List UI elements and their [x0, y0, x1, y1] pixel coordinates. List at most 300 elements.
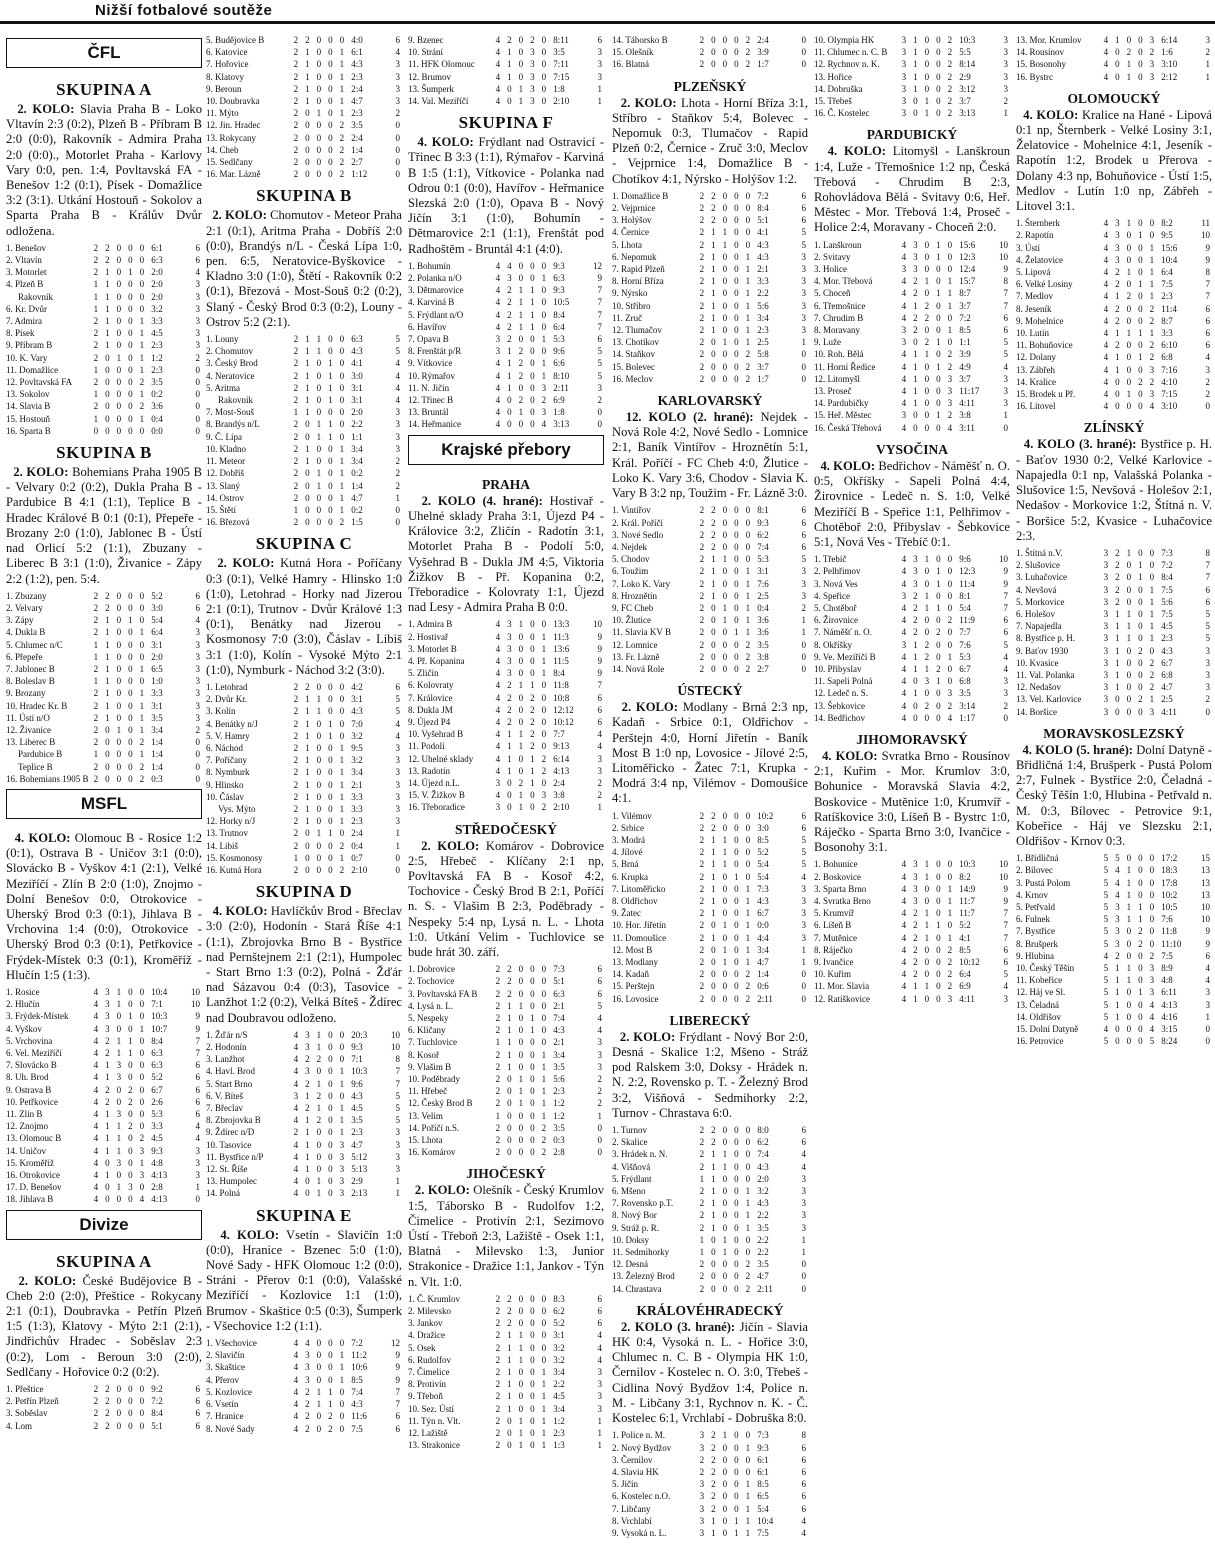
- table-row: [612, 226, 808, 238]
- stat-cell: 2: [293, 791, 299, 802]
- stat-cell: 2: [699, 651, 705, 662]
- stat-cell: 0: [105, 413, 110, 424]
- stat-cell: 0: [1126, 645, 1132, 656]
- table-row: [6, 278, 202, 290]
- points: 9: [395, 1374, 400, 1385]
- stat-cell: 0: [328, 443, 333, 454]
- stat-cell: 2: [924, 700, 930, 711]
- team-name: 7. Chrudim B: [814, 312, 864, 323]
- stat-cell: 1: [93, 749, 99, 760]
- stat-cell: 2: [305, 1399, 310, 1410]
- stat-cell: 3: [1149, 389, 1155, 400]
- stat-cell: 0: [722, 1259, 728, 1270]
- stat-cell: 1: [518, 1330, 524, 1341]
- score: 3:2: [553, 1354, 565, 1365]
- table-row: [408, 667, 604, 679]
- team-name: 8. Okříšky: [814, 639, 852, 650]
- score: 10:4: [757, 1515, 774, 1526]
- table-row: [408, 618, 604, 630]
- stat-cell: 4: [901, 712, 907, 723]
- score: 4:11: [1161, 706, 1177, 717]
- table-row: [1016, 889, 1212, 901]
- stat-cell: 1: [1115, 669, 1120, 680]
- stat-cell: 1: [105, 291, 110, 302]
- score: 1:4: [151, 737, 163, 748]
- team-name: 2. Tochovice: [408, 976, 455, 987]
- stat-cell: 1: [328, 730, 333, 741]
- points: 1: [1003, 410, 1008, 421]
- score: 5:4: [757, 1503, 769, 1514]
- stat-cell: 4: [495, 83, 501, 94]
- team-name: 7. Litoměřicko: [612, 883, 666, 894]
- team-name: 7. Libčany: [612, 1503, 651, 1514]
- stat-cell: 1: [105, 676, 110, 687]
- team-name: 5. V. Hamry: [206, 730, 250, 741]
- standings-table: [408, 260, 604, 431]
- stat-cell: 3: [901, 410, 907, 421]
- stat-cell: 0: [316, 492, 322, 503]
- stat-cell: 0: [734, 920, 739, 931]
- table-row: [6, 1108, 202, 1120]
- stat-cell: 0: [316, 1066, 322, 1077]
- points: 1: [597, 1415, 602, 1426]
- stat-cell: 1: [305, 334, 310, 345]
- stat-cell: 0: [947, 264, 953, 275]
- stat-cell: 0: [316, 1374, 322, 1385]
- stat-cell: 2: [518, 777, 524, 788]
- stat-cell: 2: [699, 883, 705, 894]
- stat-cell: 0: [328, 169, 333, 180]
- stat-cell: 1: [745, 1198, 751, 1209]
- stat-cell: 2: [507, 297, 512, 308]
- table-row: [1016, 400, 1212, 412]
- stat-cell: 3: [1149, 975, 1155, 986]
- stat-cell: 0: [745, 239, 751, 250]
- stat-cell: 0: [116, 773, 122, 784]
- points: 2: [597, 777, 602, 788]
- standings-table: [612, 504, 808, 675]
- stat-cell: 0: [541, 1354, 547, 1365]
- score: 2:3: [351, 108, 363, 119]
- team-name: 8. Zbrojovka B: [206, 1115, 261, 1126]
- points: 4: [597, 1025, 602, 1036]
- stat-cell: 3: [116, 1072, 122, 1083]
- stat-cell: 0: [734, 810, 739, 821]
- stat-cell: 0: [518, 1318, 524, 1329]
- stat-cell: 1: [1149, 596, 1155, 607]
- points: 3: [801, 251, 806, 262]
- team-name: 10. Olympia HK: [814, 35, 875, 45]
- stat-cell: 2: [339, 157, 345, 168]
- stat-cell: 4: [293, 1103, 299, 1114]
- stat-cell: 3: [105, 1023, 110, 1034]
- stat-cell: 0: [947, 239, 953, 250]
- stat-cell: 1: [1126, 877, 1132, 888]
- team-name: 10. Petřkovice: [6, 1096, 58, 1107]
- points: 7: [597, 285, 602, 296]
- stat-cell: 0: [1115, 389, 1120, 400]
- score: 5:12: [351, 1151, 368, 1162]
- stat-cell: 3: [495, 334, 501, 345]
- score: 2:3: [351, 1127, 363, 1138]
- stat-cell: 1: [105, 316, 110, 327]
- stat-cell: 4: [901, 688, 907, 699]
- score: 6:6: [553, 358, 565, 369]
- team-name: 5. Lipová: [1016, 267, 1051, 278]
- stat-cell: 0: [722, 264, 728, 275]
- standings-table: [814, 858, 1010, 1004]
- stat-cell: 0: [316, 767, 322, 778]
- stat-cell: 0: [116, 316, 122, 327]
- team-name: 10. Stříbro: [612, 300, 651, 311]
- points: 3: [395, 742, 400, 753]
- stat-cell: 2: [913, 602, 918, 613]
- stat-cell: 2: [699, 578, 705, 589]
- table-row: [612, 504, 808, 516]
- score: 5:2: [757, 847, 769, 858]
- stat-cell: 0: [947, 312, 953, 323]
- stat-cell: 0: [722, 349, 728, 360]
- score: 3:8: [959, 410, 971, 421]
- table-row: [408, 1329, 604, 1341]
- table-row: [408, 975, 604, 987]
- stat-cell: 2: [507, 964, 512, 975]
- stat-cell: 4: [901, 895, 907, 906]
- stat-cell: 1: [745, 908, 751, 919]
- stat-cell: 0: [507, 1147, 512, 1158]
- table-row: [408, 260, 604, 272]
- points: 3: [195, 627, 200, 638]
- team-name: 13. Strakonice: [408, 1440, 460, 1451]
- table-row: [408, 382, 604, 394]
- points: 10: [999, 251, 1008, 262]
- stat-cell: 4: [1103, 59, 1109, 70]
- standings-table: [1016, 852, 1212, 1047]
- points: 3: [801, 1173, 806, 1184]
- stat-cell: 1: [913, 398, 918, 409]
- stat-cell: 0: [1138, 950, 1143, 961]
- table-row: [1016, 999, 1212, 1011]
- points: 10: [999, 871, 1008, 882]
- stat-cell: 0: [339, 706, 345, 717]
- stat-cell: 1: [339, 816, 345, 827]
- standings-table: [408, 34, 604, 107]
- stat-cell: 0: [328, 456, 333, 467]
- stat-cell: 2: [93, 773, 99, 784]
- stat-cell: 4: [901, 883, 907, 894]
- table-row: [206, 1090, 402, 1102]
- stat-cell: 1: [339, 742, 345, 753]
- stat-cell: 2: [699, 1210, 705, 1221]
- table-row: [408, 370, 604, 382]
- table-row: [6, 1395, 202, 1407]
- score: 7:5: [757, 1527, 769, 1538]
- points: 7: [1003, 590, 1008, 601]
- stat-cell: 2: [745, 651, 751, 662]
- stat-cell: 2: [495, 1330, 501, 1341]
- stat-cell: 0: [936, 700, 941, 711]
- stat-cell: 0: [924, 627, 930, 638]
- stat-cell: 2: [699, 602, 705, 613]
- table-row: [6, 1010, 202, 1022]
- stat-cell: 0: [116, 1170, 122, 1181]
- table-row: [1016, 351, 1212, 363]
- stat-cell: 4: [901, 932, 907, 943]
- stat-cell: 0: [1149, 889, 1155, 900]
- stat-cell: 2: [924, 312, 930, 323]
- stat-cell: 2: [924, 639, 930, 650]
- stat-cell: 0: [947, 663, 953, 674]
- stat-cell: 3: [495, 777, 501, 788]
- stat-cell: 0: [734, 957, 739, 967]
- stat-cell: 3: [1103, 608, 1109, 619]
- stat-cell: 1: [745, 1515, 751, 1526]
- stat-cell: 1: [936, 239, 941, 250]
- score: 11:4: [1161, 303, 1177, 314]
- stat-cell: 1: [947, 895, 953, 906]
- points: 3: [395, 791, 400, 802]
- stat-cell: 2: [507, 680, 512, 691]
- stat-cell: 2: [93, 724, 99, 735]
- points: 10: [391, 1029, 400, 1040]
- points: 0: [801, 663, 806, 674]
- table-row: [1016, 901, 1212, 913]
- stat-cell: 1: [745, 276, 751, 287]
- stat-cell: 4: [901, 554, 907, 565]
- stat-cell: 2: [699, 1259, 705, 1270]
- stat-cell: 2: [1149, 352, 1155, 363]
- stat-cell: 0: [924, 993, 930, 1004]
- points: 9: [395, 1350, 400, 1361]
- stat-cell: 0: [530, 334, 535, 345]
- points: 6: [395, 681, 400, 692]
- stat-cell: 0: [722, 361, 728, 372]
- score: 4:11: [959, 398, 975, 409]
- stat-cell: 0: [722, 1527, 728, 1538]
- stat-cell: 0: [722, 1283, 728, 1294]
- stat-cell: 0: [328, 47, 333, 58]
- stat-cell: 0: [734, 35, 739, 45]
- stat-cell: 4: [901, 859, 907, 870]
- points: 6: [195, 255, 200, 266]
- stat-cell: 0: [722, 981, 728, 992]
- table-row: [1016, 596, 1212, 608]
- stat-cell: 4: [1115, 889, 1120, 900]
- round-results: [1016, 743, 1212, 849]
- stat-cell: 0: [734, 1137, 739, 1148]
- stat-cell: 0: [116, 737, 122, 748]
- stat-cell: 0: [1126, 401, 1132, 412]
- stat-cell: 3: [305, 1029, 310, 1040]
- stat-cell: 1: [936, 602, 941, 613]
- stat-cell: 2: [293, 718, 299, 729]
- stat-cell: 2: [293, 730, 299, 741]
- points: 6: [195, 242, 200, 253]
- stat-cell: 1: [316, 108, 322, 119]
- stat-cell: 3: [1149, 963, 1155, 973]
- stat-cell: 0: [541, 680, 547, 691]
- stat-cell: 2: [699, 957, 705, 967]
- stat-cell: 1: [139, 749, 145, 760]
- table-row: [1016, 303, 1212, 315]
- stat-cell: 0: [924, 251, 930, 262]
- stat-cell: 0: [541, 619, 547, 630]
- team-name: 3. Nové Sedlo: [612, 529, 664, 540]
- stat-cell: 2: [699, 834, 705, 845]
- stat-cell: 2: [913, 590, 918, 601]
- stat-cell: 0: [711, 1283, 716, 1294]
- points: 9: [1003, 883, 1008, 894]
- points: 3: [597, 1049, 602, 1060]
- table-row: [1016, 913, 1212, 925]
- stat-cell: 1: [339, 83, 345, 94]
- stat-cell: 1: [711, 871, 716, 882]
- stat-cell: 3: [1115, 938, 1120, 949]
- team-name: 8. Vrchlabí: [612, 1515, 652, 1526]
- stat-cell: 0: [947, 920, 953, 931]
- stat-cell: 1: [518, 1342, 524, 1353]
- points: 5: [1003, 337, 1008, 348]
- points: 0: [1003, 422, 1008, 433]
- table-row: [1016, 547, 1212, 559]
- stat-cell: 2: [699, 920, 705, 931]
- table-row: [612, 1124, 808, 1136]
- section-header: [0, 0, 1215, 24]
- points: 4: [195, 615, 200, 626]
- stat-cell: 1: [305, 767, 310, 778]
- group-heading: SKUPINA A: [56, 80, 152, 99]
- points: 6: [597, 1293, 602, 1304]
- score: 7:3: [757, 883, 769, 894]
- score: 6:7: [1161, 657, 1173, 668]
- stat-cell: 0: [734, 529, 739, 540]
- table-row: [1016, 571, 1212, 583]
- score: 11:7: [959, 895, 975, 906]
- stat-cell: 4: [901, 920, 907, 931]
- team-name: 3. Sparta Brno: [814, 883, 867, 894]
- stat-cell: 0: [305, 828, 310, 839]
- stat-cell: 0: [305, 468, 310, 479]
- stat-cell: 0: [105, 749, 110, 760]
- team-name: 1. Admira B: [408, 619, 453, 630]
- team-name: 11. Horní Ředice: [814, 361, 876, 372]
- table-row: [408, 1342, 604, 1354]
- points: 6: [195, 1096, 200, 1107]
- stat-cell: 0: [139, 242, 145, 253]
- team-name: 6. Mšeno: [612, 1186, 646, 1197]
- score: 1:12: [351, 169, 368, 180]
- stat-cell: 0: [1138, 315, 1143, 326]
- points: 5: [597, 370, 602, 381]
- score: 5:1: [553, 976, 565, 987]
- stat-cell: 0: [530, 790, 535, 801]
- table-row: [206, 815, 402, 827]
- table-row: [206, 718, 402, 730]
- points: 3: [395, 1127, 400, 1138]
- team-name: 13. Vel. Karlovice: [1016, 694, 1082, 705]
- stat-cell: 1: [745, 615, 751, 626]
- stat-cell: 0: [722, 810, 728, 821]
- stat-cell: 0: [924, 566, 930, 577]
- stat-cell: 0: [1138, 1036, 1143, 1047]
- stat-cell: 0: [328, 852, 333, 863]
- stat-cell: 1: [1115, 291, 1120, 302]
- stat-cell: 2: [1149, 950, 1155, 961]
- stat-cell: 2: [495, 1403, 501, 1414]
- stat-cell: 1: [518, 1086, 524, 1097]
- table-row: [206, 58, 402, 70]
- stat-cell: 1: [722, 1161, 728, 1172]
- stat-cell: 1: [541, 1061, 547, 1072]
- team-name: 9. Vítkovice: [408, 358, 453, 369]
- table-row: [408, 95, 604, 107]
- stat-cell: 2: [913, 969, 918, 980]
- score: 1:2: [151, 352, 163, 363]
- stat-cell: 2: [541, 1122, 547, 1133]
- stat-cell: 2: [105, 1384, 110, 1395]
- stat-cell: 0: [734, 1149, 739, 1160]
- table-row: [6, 266, 202, 278]
- stat-cell: 0: [328, 1054, 333, 1065]
- stat-cell: 2: [699, 810, 705, 821]
- stat-cell: 0: [1126, 340, 1132, 351]
- round-label: 2. KOLO:: [619, 1029, 676, 1044]
- stat-cell: 0: [745, 810, 751, 821]
- table-row: [6, 413, 202, 425]
- stat-cell: 0: [328, 1029, 333, 1040]
- stat-cell: 0: [1126, 242, 1132, 253]
- stat-cell: 4: [293, 1188, 299, 1199]
- stat-cell: 0: [139, 1096, 145, 1107]
- points: 3: [801, 1186, 806, 1197]
- team-name: 11. Bohuňovice: [1016, 340, 1073, 351]
- team-name: 9. Třeboň: [408, 1391, 443, 1402]
- stat-cell: 1: [116, 1182, 122, 1193]
- stat-cell: 2: [947, 349, 953, 360]
- stat-cell: 0: [116, 1396, 122, 1407]
- stat-cell: 0: [745, 227, 751, 238]
- stat-cell: 1: [1138, 987, 1143, 998]
- stat-cell: 1: [711, 1186, 716, 1197]
- stat-cell: 0: [936, 932, 941, 943]
- score: 11:2: [351, 1350, 367, 1361]
- stat-cell: 1: [507, 1391, 512, 1402]
- points: 0: [801, 35, 806, 45]
- score: 7:3: [757, 1430, 769, 1441]
- stat-cell: 2: [711, 810, 716, 821]
- points: 6: [195, 1384, 200, 1395]
- score: 2:13: [351, 1188, 368, 1199]
- stat-cell: 1: [93, 303, 99, 314]
- stat-cell: 4: [495, 753, 501, 764]
- score: 7:7: [959, 627, 971, 638]
- team-name: 8. Horní Bříza: [612, 276, 664, 287]
- table-row: [206, 1361, 402, 1373]
- stat-cell: 0: [339, 395, 345, 406]
- score: 4:1: [351, 358, 363, 369]
- points: 3: [395, 407, 400, 418]
- stat-cell: 1: [305, 71, 310, 82]
- stat-cell: 1: [105, 1121, 110, 1132]
- stat-cell: 0: [936, 312, 941, 323]
- stat-cell: 0: [745, 541, 751, 552]
- stat-cell: 0: [1138, 608, 1143, 619]
- stat-cell: 0: [116, 1011, 122, 1022]
- table-row: [6, 242, 202, 254]
- stat-cell: 0: [530, 964, 535, 975]
- table-row: [612, 263, 808, 275]
- stat-cell: 1: [305, 443, 310, 454]
